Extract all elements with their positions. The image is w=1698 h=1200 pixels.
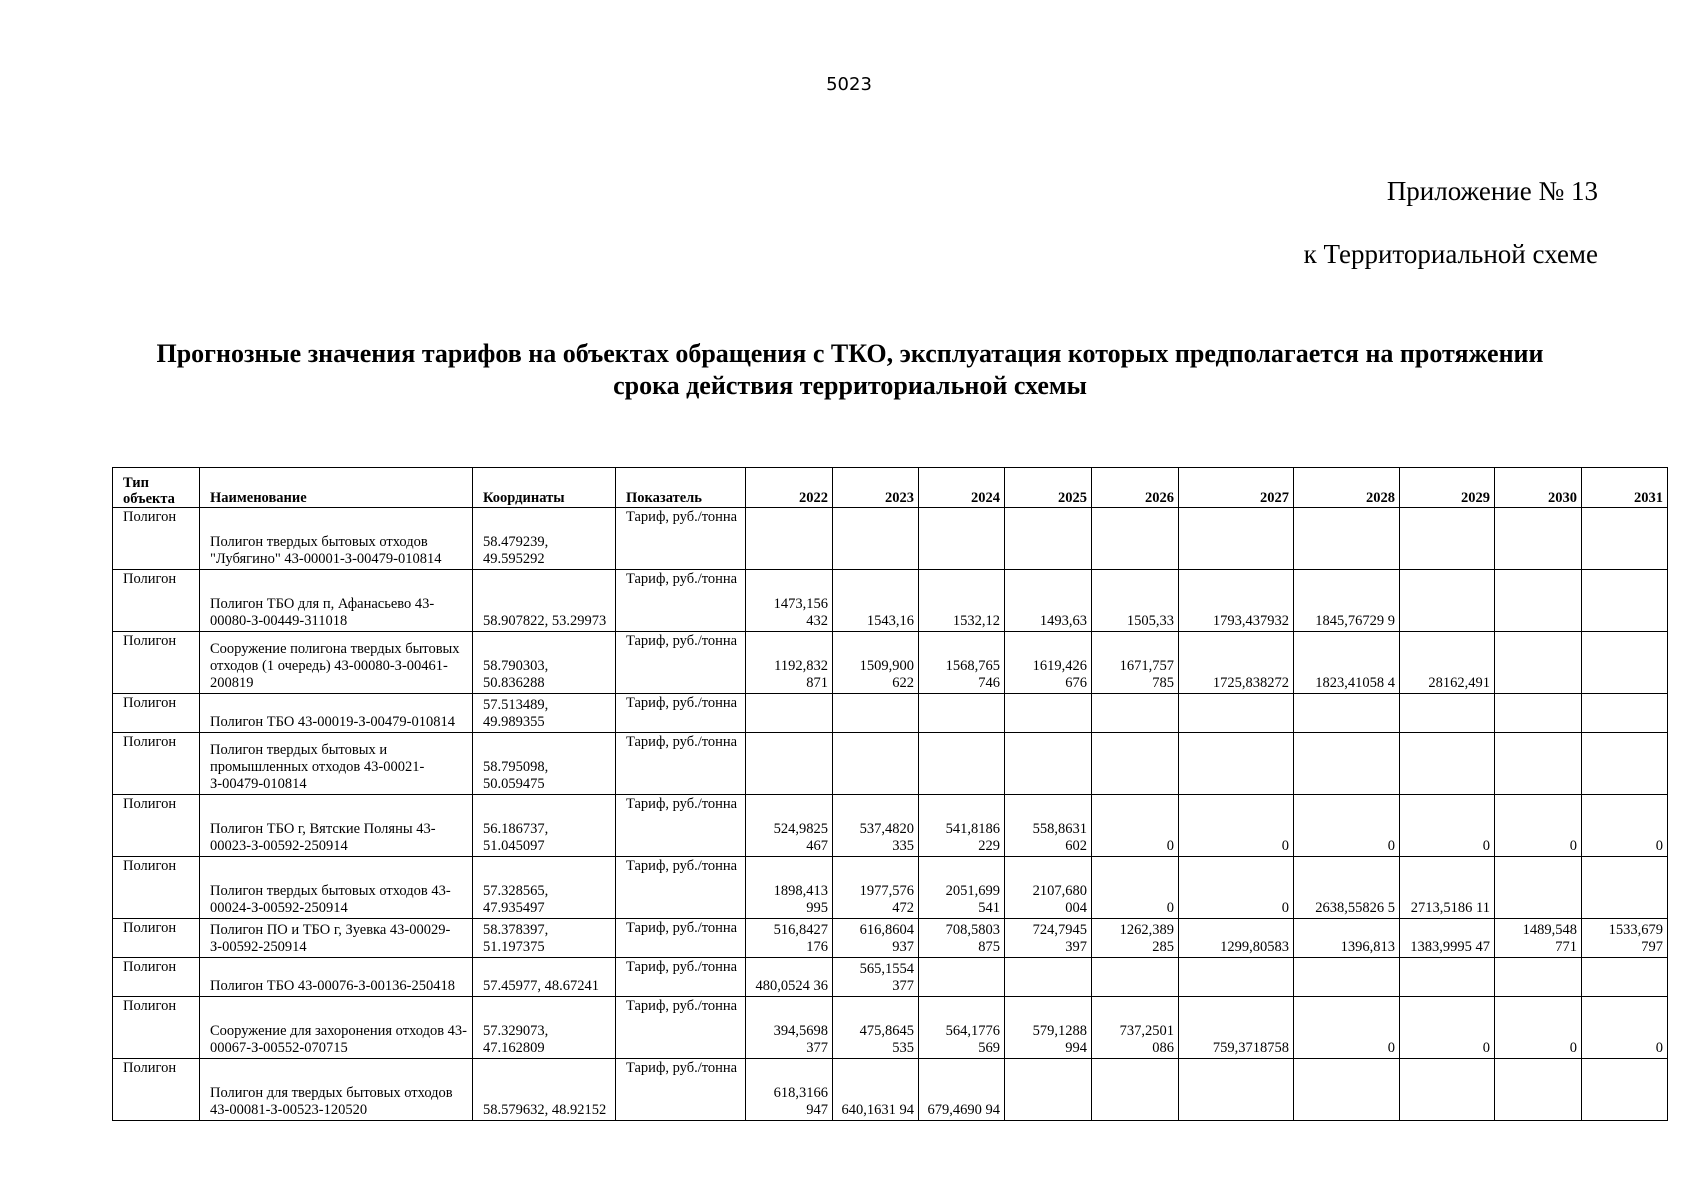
cell-tariff-value: 1671,757 785 bbox=[1092, 632, 1179, 694]
cell-object-name: Полигон для твердых бытовых отходов 43-00081-З-00523-120520 bbox=[200, 1059, 473, 1121]
cell-tariff-value bbox=[1400, 570, 1495, 632]
table-row bbox=[113, 694, 1668, 733]
cell-object-type: Полигон bbox=[113, 857, 200, 919]
table-header-row bbox=[113, 468, 1668, 508]
appendix-reference: к Территориальной схеме bbox=[1303, 239, 1598, 269]
header-type-line1: Тип bbox=[123, 475, 150, 491]
cell-tariff-value: 1533,679 797 bbox=[1582, 919, 1668, 958]
header-year: 2031 bbox=[1582, 468, 1668, 508]
cell-object-type: Полигон bbox=[113, 570, 200, 632]
cell-object-type: Полигон bbox=[113, 1059, 200, 1121]
cell-tariff-value: 759,3718758 bbox=[1179, 997, 1294, 1059]
cell-tariff-value: 565,1554 377 bbox=[833, 958, 919, 997]
cell-indicator: Тариф, руб./тонна bbox=[616, 958, 746, 997]
cell-object-type: Полигон bbox=[113, 508, 200, 570]
cell-tariff-value: 1725,838272 bbox=[1179, 632, 1294, 694]
cell-tariff-value: 541,8186 229 bbox=[919, 795, 1005, 857]
header-year: 2022 bbox=[746, 468, 833, 508]
cell-tariff-value: 564,1776 569 bbox=[919, 997, 1005, 1059]
header-year: 2030 bbox=[1495, 468, 1582, 508]
cell-tariff-value bbox=[1092, 1059, 1179, 1121]
cell-tariff-value: 0 bbox=[1092, 795, 1179, 857]
cell-object-type: Полигон bbox=[113, 733, 200, 795]
cell-object-name: Сооружение полигона твердых бытовых отходов (1 очередь) 43-00080-З-00461-200819 bbox=[200, 632, 473, 694]
cell-tariff-value bbox=[1495, 694, 1582, 733]
cell-tariff-value bbox=[746, 694, 833, 733]
cell-tariff-value bbox=[1495, 570, 1582, 632]
cell-indicator: Тариф, руб./тонна bbox=[616, 857, 746, 919]
cell-tariff-value: 1493,63 bbox=[1005, 570, 1092, 632]
cell-indicator: Тариф, руб./тонна bbox=[616, 570, 746, 632]
header-year: 2024 bbox=[919, 468, 1005, 508]
cell-tariff-value bbox=[1582, 958, 1668, 997]
cell-tariff-value bbox=[1005, 694, 1092, 733]
cell-tariff-value: 708,5803 875 bbox=[919, 919, 1005, 958]
cell-object-name: Полигон ТБО 43-00076-З-00136-250418 bbox=[200, 958, 473, 997]
cell-tariff-value: 1192,832 871 bbox=[746, 632, 833, 694]
cell-coordinates: 56.186737, 51.045097 bbox=[473, 795, 616, 857]
cell-tariff-value bbox=[746, 733, 833, 795]
cell-tariff-value bbox=[1294, 1059, 1400, 1121]
cell-tariff-value bbox=[1294, 694, 1400, 733]
cell-tariff-value: 1299,80583 bbox=[1179, 919, 1294, 958]
cell-tariff-value bbox=[919, 694, 1005, 733]
cell-coordinates: 58.790303, 50.836288 bbox=[473, 632, 616, 694]
header-type bbox=[113, 468, 200, 508]
header-year: 2025 bbox=[1005, 468, 1092, 508]
cell-coordinates: 58.378397, 51.197375 bbox=[473, 919, 616, 958]
cell-tariff-value bbox=[1582, 570, 1668, 632]
cell-tariff-value bbox=[1400, 733, 1495, 795]
cell-tariff-value bbox=[1582, 508, 1668, 570]
cell-tariff-value bbox=[1495, 632, 1582, 694]
cell-tariff-value: 0 bbox=[1582, 795, 1668, 857]
table-row bbox=[113, 958, 1668, 997]
cell-tariff-value: 537,4820 335 bbox=[833, 795, 919, 857]
cell-tariff-value: 2051,699 541 bbox=[919, 857, 1005, 919]
cell-coordinates: 58.795098, 50.059475 bbox=[473, 733, 616, 795]
cell-tariff-value: 1977,576 472 bbox=[833, 857, 919, 919]
cell-tariff-value: 0 bbox=[1294, 997, 1400, 1059]
cell-coordinates: 58.479239, 49.595292 bbox=[473, 508, 616, 570]
cell-object-name: Сооружение для захоронения отходов 43-00067-З-00552-070715 bbox=[200, 997, 473, 1059]
header-year: 2026 bbox=[1092, 468, 1179, 508]
cell-indicator: Тариф, руб./тонна bbox=[616, 632, 746, 694]
cell-tariff-value: 1619,426 676 bbox=[1005, 632, 1092, 694]
cell-tariff-value: 0 bbox=[1495, 795, 1582, 857]
cell-object-name: Полигон твердых бытовых отходов "Лубягино" 43-00001-З-00479-010814 bbox=[200, 508, 473, 570]
cell-object-name: Полигон ПО и ТБО г, Зуевка 43-00029-З-00592-250914 bbox=[200, 919, 473, 958]
cell-tariff-value bbox=[1495, 958, 1582, 997]
cell-tariff-value bbox=[1400, 694, 1495, 733]
header-year: 2023 bbox=[833, 468, 919, 508]
cell-object-name: Полигон ТБО 43-00019-З-00479-010814 bbox=[200, 694, 473, 733]
cell-tariff-value bbox=[919, 958, 1005, 997]
cell-tariff-value bbox=[1400, 958, 1495, 997]
cell-tariff-value bbox=[1179, 694, 1294, 733]
cell-tariff-value bbox=[1582, 632, 1668, 694]
cell-tariff-value: 618,3166 947 bbox=[746, 1059, 833, 1121]
cell-tariff-value: 0 bbox=[1400, 795, 1495, 857]
cell-tariff-value bbox=[833, 694, 919, 733]
cell-tariff-value bbox=[1179, 733, 1294, 795]
tariff-table bbox=[112, 467, 1668, 1121]
cell-tariff-value: 1505,33 bbox=[1092, 570, 1179, 632]
header-type-line2: объекта bbox=[123, 491, 175, 507]
cell-tariff-value: 640,1631 94 bbox=[833, 1059, 919, 1121]
header-year: 2029 bbox=[1400, 468, 1495, 508]
cell-tariff-value bbox=[1582, 857, 1668, 919]
cell-tariff-value bbox=[1092, 733, 1179, 795]
cell-tariff-value: 524,9825 467 bbox=[746, 795, 833, 857]
cell-indicator: Тариф, руб./тонна bbox=[616, 997, 746, 1059]
header-name: Наименование bbox=[200, 468, 473, 508]
cell-tariff-value: 1473,156 432 bbox=[746, 570, 833, 632]
cell-tariff-value: 0 bbox=[1582, 997, 1668, 1059]
cell-indicator: Тариф, руб./тонна bbox=[616, 1059, 746, 1121]
cell-indicator: Тариф, руб./тонна bbox=[616, 508, 746, 570]
cell-tariff-value bbox=[1582, 1059, 1668, 1121]
appendix-label: Приложение № 13 bbox=[1386, 176, 1598, 206]
table-row bbox=[113, 857, 1668, 919]
cell-indicator: Тариф, руб./тонна bbox=[616, 795, 746, 857]
cell-tariff-value: 0 bbox=[1092, 857, 1179, 919]
cell-object-type: Полигон bbox=[113, 919, 200, 958]
cell-tariff-value bbox=[919, 733, 1005, 795]
cell-tariff-value: 1262,389 285 bbox=[1092, 919, 1179, 958]
cell-tariff-value bbox=[1582, 694, 1668, 733]
cell-tariff-value bbox=[1092, 694, 1179, 733]
header-coords: Координаты bbox=[473, 468, 616, 508]
cell-coordinates: 57.328565, 47.935497 bbox=[473, 857, 616, 919]
cell-tariff-value: 1543,16 bbox=[833, 570, 919, 632]
cell-tariff-value: 1898,413 995 bbox=[746, 857, 833, 919]
cell-tariff-value bbox=[833, 508, 919, 570]
cell-tariff-value bbox=[1005, 508, 1092, 570]
cell-indicator: Тариф, руб./тонна bbox=[616, 919, 746, 958]
cell-tariff-value: 1489,548 771 bbox=[1495, 919, 1582, 958]
cell-tariff-value: 1396,813 bbox=[1294, 919, 1400, 958]
cell-tariff-value: 2107,680 004 bbox=[1005, 857, 1092, 919]
cell-tariff-value: 516,8427 176 bbox=[746, 919, 833, 958]
cell-tariff-value: 2638,55826 5 bbox=[1294, 857, 1400, 919]
cell-tariff-value bbox=[1495, 733, 1582, 795]
cell-tariff-value: 1383,9995 47 bbox=[1400, 919, 1495, 958]
cell-tariff-value bbox=[1495, 1059, 1582, 1121]
cell-tariff-value bbox=[1005, 1059, 1092, 1121]
cell-tariff-value bbox=[1179, 508, 1294, 570]
cell-tariff-value: 579,1288 994 bbox=[1005, 997, 1092, 1059]
cell-tariff-value bbox=[1092, 508, 1179, 570]
table-body bbox=[113, 508, 1668, 1121]
cell-tariff-value bbox=[1005, 958, 1092, 997]
cell-tariff-value: 28162,491 bbox=[1400, 632, 1495, 694]
cell-object-type: Полигон bbox=[113, 795, 200, 857]
cell-tariff-value: 394,5698 377 bbox=[746, 997, 833, 1059]
table-row bbox=[113, 570, 1668, 632]
cell-object-type: Полигон bbox=[113, 997, 200, 1059]
cell-tariff-value: 0 bbox=[1294, 795, 1400, 857]
cell-tariff-value bbox=[1495, 857, 1582, 919]
table-row bbox=[113, 795, 1668, 857]
cell-tariff-value bbox=[1294, 508, 1400, 570]
cell-tariff-value: 1568,765 746 bbox=[919, 632, 1005, 694]
header-year: 2028 bbox=[1294, 468, 1400, 508]
cell-object-type: Полигон bbox=[113, 632, 200, 694]
cell-tariff-value: 1532,12 bbox=[919, 570, 1005, 632]
cell-tariff-value bbox=[1179, 1059, 1294, 1121]
cell-tariff-value bbox=[1495, 508, 1582, 570]
table-row bbox=[113, 1059, 1668, 1121]
cell-tariff-value: 1823,41058 4 bbox=[1294, 632, 1400, 694]
cell-tariff-value bbox=[919, 508, 1005, 570]
cell-tariff-value: 558,8631 602 bbox=[1005, 795, 1092, 857]
table-row bbox=[113, 997, 1668, 1059]
cell-tariff-value bbox=[1582, 733, 1668, 795]
cell-tariff-value: 1845,76729 9 bbox=[1294, 570, 1400, 632]
cell-object-name: Полигон ТБО г, Вятские Поляны 43-00023-З-00592-250914 bbox=[200, 795, 473, 857]
header-year: 2027 bbox=[1179, 468, 1294, 508]
cell-tariff-value: 0 bbox=[1179, 857, 1294, 919]
cell-coordinates: 58.579632, 48.92152 bbox=[473, 1059, 616, 1121]
cell-tariff-value: 475,8645 535 bbox=[833, 997, 919, 1059]
table-row bbox=[113, 919, 1668, 958]
cell-tariff-value bbox=[1400, 1059, 1495, 1121]
cell-object-name: Полигон твердых бытовых отходов 43-00024-З-00592-250914 bbox=[200, 857, 473, 919]
cell-tariff-value bbox=[1294, 958, 1400, 997]
table-row bbox=[113, 733, 1668, 795]
cell-coordinates: 57.513489, 49.989355 bbox=[473, 694, 616, 733]
table-row bbox=[113, 508, 1668, 570]
cell-object-name: Полигон твердых бытовых и промышленных отходов 43-00021-З-00479-010814 bbox=[200, 733, 473, 795]
cell-tariff-value: 724,7945 397 bbox=[1005, 919, 1092, 958]
cell-tariff-value: 480,0524 36 bbox=[746, 958, 833, 997]
cell-tariff-value: 0 bbox=[1495, 997, 1582, 1059]
document-title: Прогнозные значения тарифов на объектах обращения с ТКО, эксплуатация которых предполагается на протяжении срока действия территориальной схемы bbox=[156, 339, 1544, 400]
cell-tariff-value bbox=[1400, 508, 1495, 570]
cell-object-name: Полигон ТБО для п, Афанасьево 43-00080-З-00449-311018 bbox=[200, 570, 473, 632]
cell-tariff-value: 679,4690 94 bbox=[919, 1059, 1005, 1121]
cell-tariff-value: 737,2501 086 bbox=[1092, 997, 1179, 1059]
cell-tariff-value bbox=[746, 508, 833, 570]
cell-tariff-value: 1793,437932 bbox=[1179, 570, 1294, 632]
cell-indicator: Тариф, руб./тонна bbox=[616, 733, 746, 795]
cell-tariff-value: 0 bbox=[1179, 795, 1294, 857]
cell-coordinates: 58.907822, 53.29973 bbox=[473, 570, 616, 632]
cell-tariff-value bbox=[1092, 958, 1179, 997]
header-indicator: Показатель bbox=[616, 468, 746, 508]
cell-tariff-value: 616,8604 937 bbox=[833, 919, 919, 958]
cell-tariff-value: 2713,5186 11 bbox=[1400, 857, 1495, 919]
cell-tariff-value: 1509,900 622 bbox=[833, 632, 919, 694]
cell-coordinates: 57.329073, 47.162809 bbox=[473, 997, 616, 1059]
cell-coordinates: 57.45977, 48.67241 bbox=[473, 958, 616, 997]
cell-indicator: Тариф, руб./тонна bbox=[616, 694, 746, 733]
cell-tariff-value bbox=[1294, 733, 1400, 795]
cell-tariff-value bbox=[833, 733, 919, 795]
cell-tariff-value bbox=[1179, 958, 1294, 997]
table-row bbox=[113, 632, 1668, 694]
page-number: 5023 bbox=[826, 74, 872, 95]
cell-object-type: Полигон bbox=[113, 958, 200, 997]
cell-tariff-value: 0 bbox=[1400, 997, 1495, 1059]
cell-tariff-value bbox=[1005, 733, 1092, 795]
cell-object-type: Полигон bbox=[113, 694, 200, 733]
